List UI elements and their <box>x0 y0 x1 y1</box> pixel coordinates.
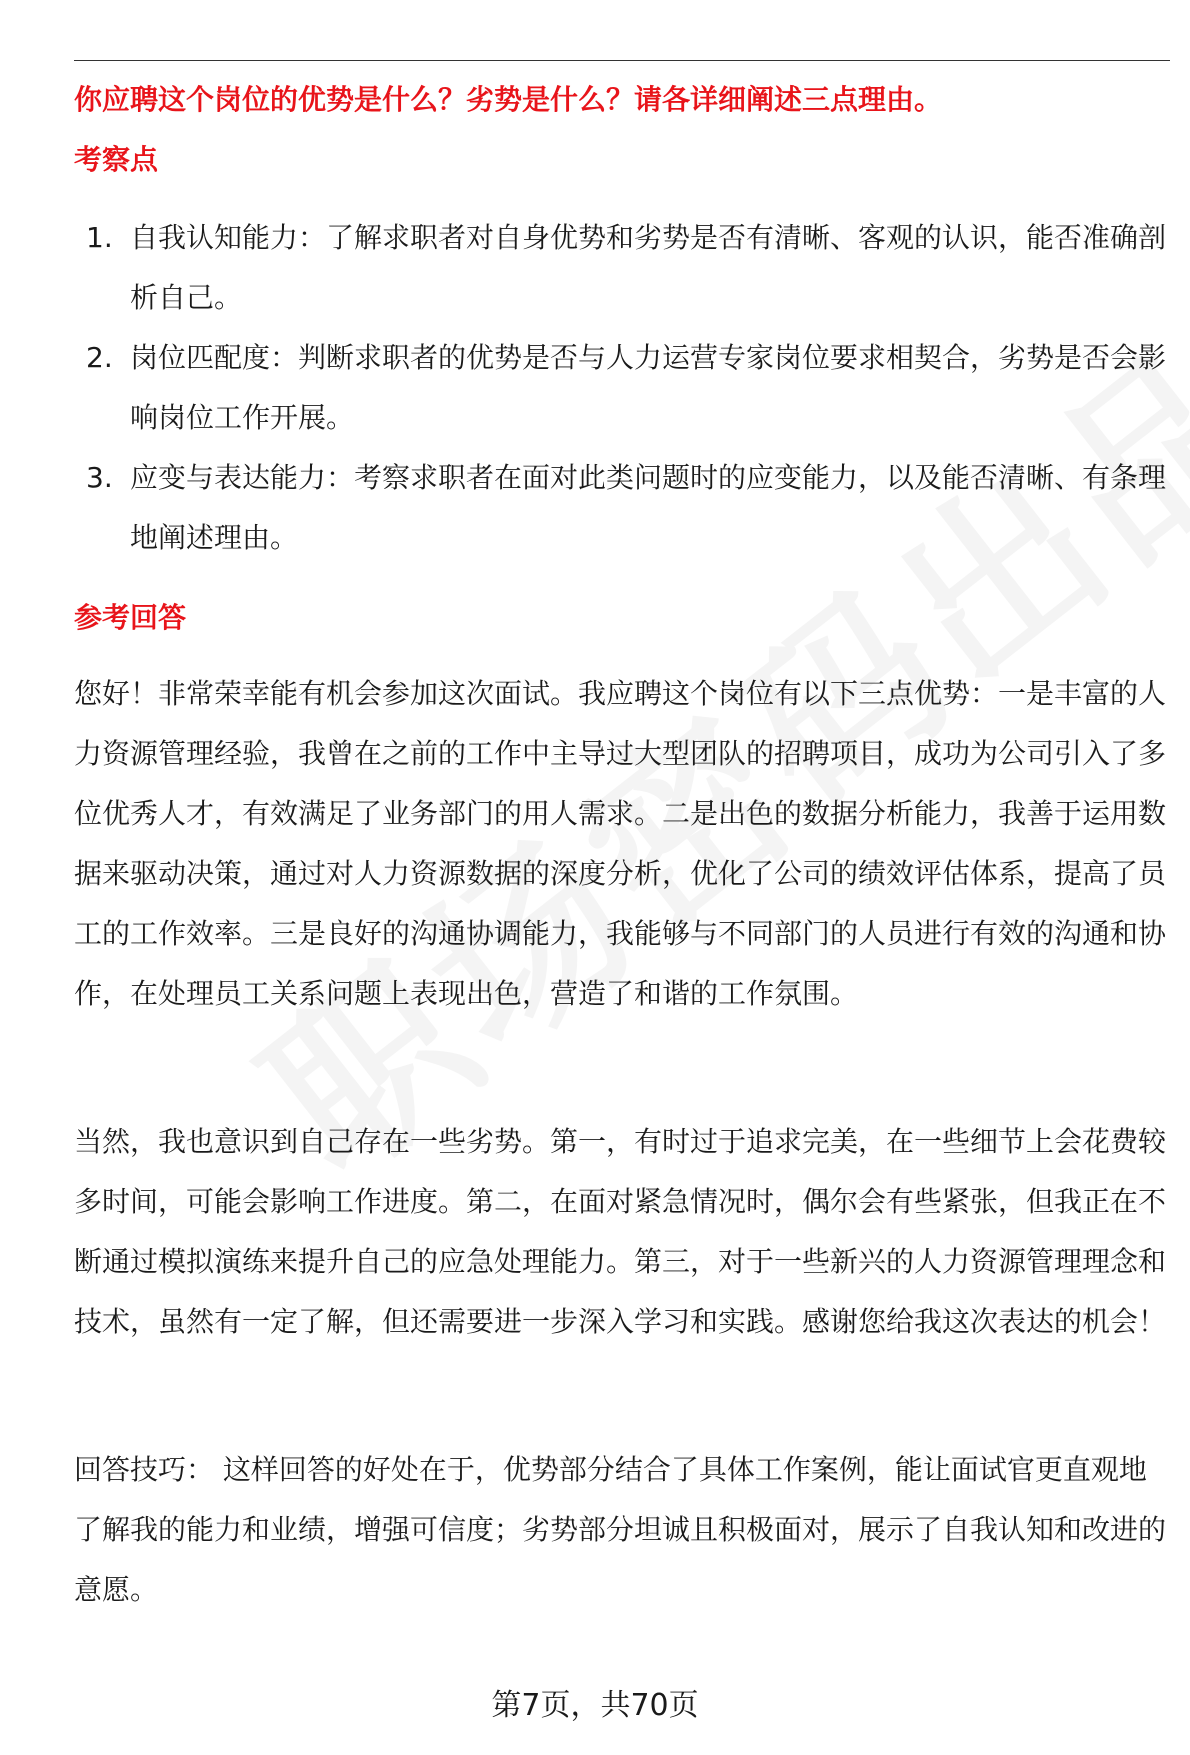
point-number: 1. <box>86 221 113 254</box>
assessment-point <box>74 328 1174 448</box>
assessment-point <box>74 208 1174 328</box>
answer-heading: 参考回答 <box>74 601 187 634</box>
point-text: 岗位匹配度：判断求职者的优势是否与人力运营专家岗位要求相契合，劣势是否会影响岗位工作开展。 <box>130 341 1167 434</box>
question-title: 你应聘这个岗位的优势是什么？劣势是什么？请各详细阐述三点理由。 <box>74 83 943 116</box>
answer-paragraph-strengths: 您好！非常荣幸能有机会参加这次面试。我应聘这个岗位有以下三点优势：一是丰富的人力资源管理经验，我曾在之前的工作中主导过大型团队的招聘项目，成功为公司引入了多位优秀人才，有效满足了业务部门的用人需求。二是出色的数据分析能力，我善于运用数据来驱动决策，通过对人力资源数据的深度分析，优化了公司的绩效评估体系，提高了员工的工作效率。三是良好的沟通协调能力，我能够与不同部门的人员进行有效的沟通和协作，在处理员工关系问题上表现出色，营造了和谐的工作氛围。 <box>74 677 1167 1010</box>
point-text: 应变与表达能力：考察求职者在面对此类问题时的应变能力，以及能否清晰、有条理地阐述理由。 <box>130 461 1167 554</box>
point-text: 自我认知能力：了解求职者对自身优势和劣势是否有清晰、客观的认识，能否准确剖析自己。 <box>130 221 1167 314</box>
point-number: 2. <box>86 341 113 374</box>
top-divider <box>74 60 1170 61</box>
answer-paragraph-weaknesses: 当然，我也意识到自己存在一些劣势。第一，有时过于追求完美，在一些细节上会花费较多时间，可能会影响工作进度。第二，在面对紧急情况时，偶尔会有些紧张，但我正在不断通过模拟演练来提升自己的应急处理能力。第三，对于一些新兴的人力资源管理理念和技术，虽然有一定了解，但还需要进一步深入学习和实践。感谢您给我这次表达的机会！ <box>74 1125 1167 1338</box>
assessment-heading: 考察点 <box>74 143 159 176</box>
assessment-points <box>74 208 1174 568</box>
assessment-point <box>74 448 1174 568</box>
point-number: 3. <box>86 461 113 494</box>
page-number: 第7页，共70页 <box>491 1688 699 1723</box>
answer-tips: 回答技巧： 这样回答的好处在于，优势部分结合了具体工作案例，能让面试官更直观地了解我的能力和业绩，增强可信度；劣势部分坦诚且积极面对，展示了自我认知和改进的意愿。 <box>74 1453 1167 1606</box>
